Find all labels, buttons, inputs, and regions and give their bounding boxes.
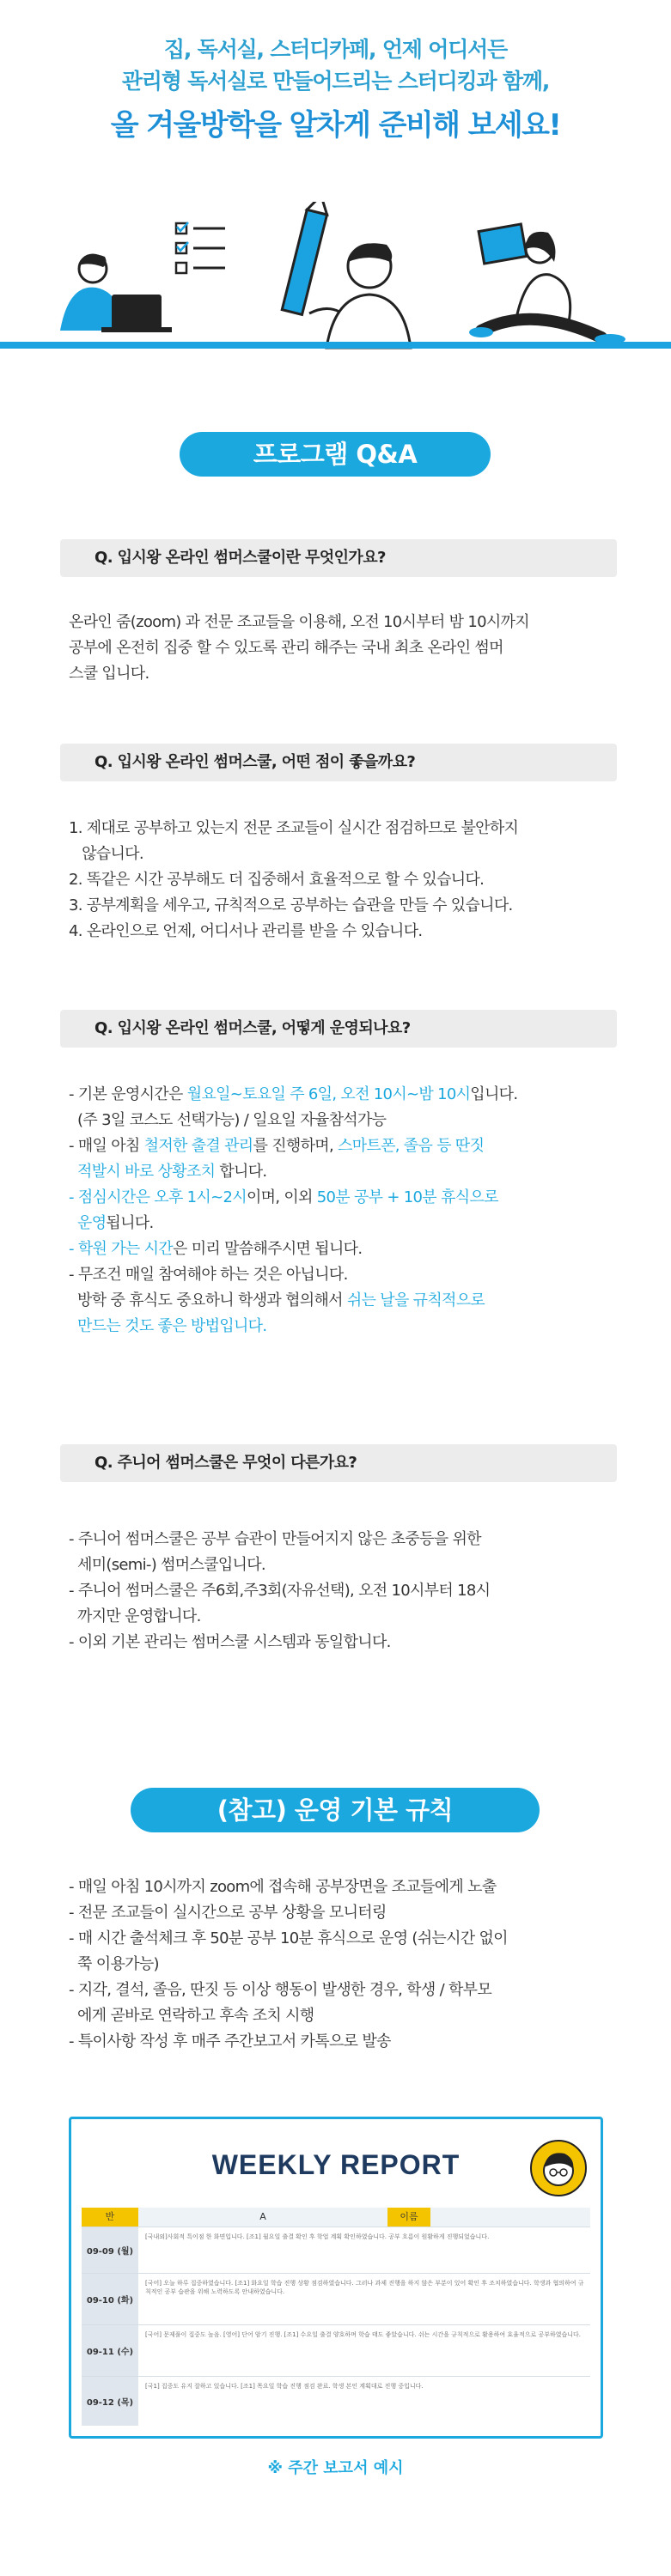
- answer-line: 공부에 온전히 집중 할 수 있도록 관리 해주는 국내 최초 온라인 썸머: [69, 639, 503, 657]
- answer-line: 않습니다.: [69, 845, 143, 863]
- pencil-student-illustration: [282, 202, 411, 348]
- answer-line: [69, 1211, 619, 1236]
- answer-line: [69, 1185, 619, 1211]
- faq-answer-4: [69, 1527, 619, 1656]
- answer-line: - 무조건 매일 참여해야 하는 것은 아닙니다.: [69, 1266, 348, 1284]
- answer-line: [69, 1082, 619, 1108]
- report-note: [국어] 오늘 하루 집중하였습니다. [조1] 화요일 학습 진행 상황 점검하였습니다. 그러나 과제 진행을 하지 않은 부분이 있어 확인 후 조치하였습니다. 학생과 협의하여 규칙적인 공부 습관을 위해 노력하도록 안내하였습니다.: [145, 2280, 584, 2295]
- rule-line: 에게 곧바로 연락하고 후속 조치 시행: [69, 2007, 314, 2025]
- answer-text: 이며, 이외: [246, 1188, 317, 1206]
- rule-line: - 전문 조교들이 실시간으로 공부 상황을 모니터링: [69, 1904, 387, 1922]
- highlight-text: 운영: [69, 1214, 107, 1232]
- answer-line: - 주니어 썸머스쿨은 공부 습관이 만들어지지 않은 초중등을 위한: [69, 1530, 481, 1548]
- answer-line: [69, 1288, 619, 1314]
- answer-line: 1. 제대로 공부하고 있는지 전문 조교들이 실시간 점검하므로 불안하지: [69, 819, 519, 837]
- students-studying-illustration: [0, 202, 671, 352]
- faq-question-2: Q. 입시왕 온라인 썸머스쿨, 어떤 점이 좋을까요?: [60, 744, 617, 781]
- rule-line: - 특이사항 작성 후 매주 주간보고서 카톡으로 발송: [69, 2032, 391, 2050]
- answer-line: [69, 1236, 619, 1262]
- faq-question-3: Q. 입시왕 온라인 썸머스쿨, 어떻게 운영되나요?: [60, 1010, 617, 1048]
- answer-line: (주 3일 코스도 선택가능) / 일요일 자율참석가능: [69, 1111, 387, 1129]
- header-name-label: 이름: [387, 2208, 430, 2227]
- faq-question-1: Q. 입시왕 온라인 썸머스쿨이란 무엇인가요?: [60, 539, 617, 577]
- answer-line: 까지만 운영합니다.: [69, 1607, 201, 1625]
- report-date: 09-09 (월): [82, 2227, 138, 2273]
- rules-section-title: (참고) 운영 기본 규칙: [131, 1788, 540, 1832]
- laptop-student-illustration: [60, 222, 225, 332]
- table-row: [82, 2227, 590, 2273]
- answer-text: 합니다.: [215, 1163, 267, 1181]
- answer-text: - 기본 운영시간은: [69, 1085, 187, 1103]
- hero-headline: 올 겨울방학을 알차게 준비해 보세요!: [110, 108, 561, 143]
- hero-line-2: 관리형 독서실로 만들어드리는 스터디킹과 함께,: [121, 69, 550, 94]
- answer-text: 를 진행하며,: [253, 1137, 338, 1155]
- faq-question-4: Q. 주니어 썸머스쿨은 무엇이 다른가요?: [60, 1444, 617, 1482]
- answer-line: 만드는 것도 좋은 방법입니다.: [69, 1317, 267, 1335]
- report-date: 09-10 (화): [82, 2274, 138, 2324]
- answer-line: 2. 똑같은 시간 공부해도 더 집중해서 효율적으로 할 수 있습니다.: [69, 871, 485, 889]
- report-date: 09-11 (수): [82, 2325, 138, 2376]
- faq-answer-1: [69, 610, 619, 687]
- report-title: WEEKLY REPORT: [211, 2149, 461, 2180]
- answer-text: 방학 중 휴식도 중요하니 학생과 협의해서: [69, 1291, 347, 1309]
- faq-answer-2: [69, 816, 619, 945]
- answer-text: - 매일 아침: [69, 1137, 144, 1155]
- highlight-text: 적발시 바로 상황조치: [77, 1163, 216, 1181]
- hero-divider: [0, 342, 671, 349]
- answer-line: 세미(semi-) 썸머스쿨입니다.: [69, 1556, 265, 1574]
- table-row: [82, 2324, 590, 2376]
- header-class-label: 반: [82, 2208, 138, 2227]
- report-table: [82, 2208, 590, 2426]
- highlight-text: 철저한 출결 관리: [143, 1137, 253, 1155]
- highlight-text: - 학원 가는 시간: [69, 1240, 173, 1258]
- answer-text: [69, 1163, 77, 1181]
- rule-line: - 매 시간 출석체크 후 50분 공부 10분 휴식으로 운영 (쉬는시간 없이: [69, 1929, 508, 1947]
- answer-line: [69, 1133, 619, 1159]
- hero-line-1: 집, 독서실, 스터디카페, 언제 어디서든: [163, 37, 508, 62]
- highlight-text: 월요일~토요일 주 6일, 오전 10시~밤 10시: [186, 1085, 471, 1103]
- answer-line: - 이외 기본 관리는 썸머스쿨 시스템과 동일합니다.: [69, 1633, 391, 1651]
- highlight-text: - 점심시간은 오후 1시~2시: [69, 1188, 247, 1206]
- report-note: [국1] 집중도 유지 잘하고 있습니다. [조1] 목요일 학습 진행 점검 완료. 학생 본인 계획대로 진행 중입니다.: [145, 2383, 424, 2390]
- rule-line: 쭉 이용가능): [69, 1955, 159, 1973]
- qa-section-title: 프로그램 Q&A: [180, 432, 491, 477]
- highlight-text: 쉬는 날을 규칙적으로: [346, 1291, 485, 1309]
- report-note: [국어] 문제풀이 집중도 높음. [영어] 단어 암기 진행. [조1] 수요일 출결 양호하며 학습 태도 좋았습니다. 쉬는 시간을 규칙적으로 활용하여 효율적으로 공부하였습니다.: [145, 2331, 582, 2338]
- report-note: [국내외]사회적 특이점 한 화면입니다. [조1] 월요일 출결 확인 후 학업 계획 확인하였습니다. 공부 흐름이 원활하게 진행되었습니다.: [145, 2233, 490, 2240]
- highlight-text: 스마트폰, 졸음 등 딴짓: [338, 1137, 485, 1155]
- rule-line: - 매일 아침 10시까지 zoom에 접속해 공부장면을 조교들에게 노출: [69, 1878, 497, 1896]
- header-name-value: [430, 2208, 590, 2227]
- answer-text: 은 미리 말씀해주시면 됩니다.: [173, 1240, 363, 1258]
- answer-line: - 주니어 썸머스쿨은 주6회,주3회(자유선택), 오전 10시부터 18시: [69, 1582, 491, 1600]
- answer-line: 스쿨 입니다.: [69, 665, 149, 683]
- rule-line: - 지각, 결석, 졸음, 딴짓 등 이상 행동이 발생한 경우, 학생 / 학부모: [69, 1981, 492, 1999]
- cartoon-avatar-icon: [528, 2138, 589, 2198]
- report-table-header: [82, 2208, 590, 2227]
- hero-banner: [0, 0, 671, 352]
- faq-answer-3: [69, 1082, 619, 1340]
- reading-student-illustration: [469, 224, 625, 344]
- report-date: 09-12 (목): [82, 2377, 138, 2426]
- weekly-report-sample: [69, 2117, 603, 2439]
- answer-text: 입니다.: [470, 1085, 518, 1103]
- table-row: [82, 2273, 590, 2324]
- answer-line: 3. 공부계획을 세우고, 규칙적으로 공부하는 습관을 만들 수 있습니다.: [69, 896, 513, 914]
- answer-line: 4. 온라인으로 언제, 어디서나 관리를 받을 수 있습니다.: [69, 922, 423, 940]
- table-row: [82, 2376, 590, 2426]
- highlight-text: 50분 공부 + 10분 휴식으로: [316, 1188, 498, 1206]
- rules-list: [69, 1874, 619, 2055]
- report-caption: ※ 주간 보고서 예시: [267, 2459, 404, 2477]
- answer-text: 됩니다.: [106, 1214, 154, 1232]
- answer-line: 온라인 줌(zoom) 과 전문 조교들을 이용해, 오전 10시부터 밤 10시까지: [69, 613, 529, 631]
- header-class-value: A: [259, 2211, 266, 2222]
- answer-line: [69, 1159, 619, 1185]
